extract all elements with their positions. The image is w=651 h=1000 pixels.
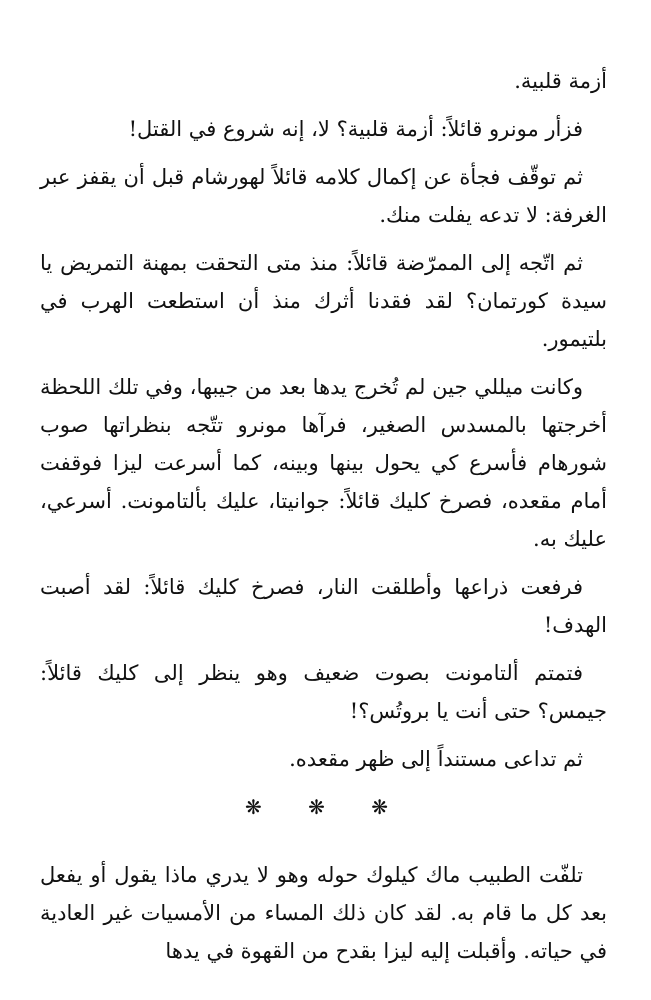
paragraph-6: فرفعت ذراعها وأطلقت النار، فصرخ كليك قائلاً: لقد أصبت الهدف! <box>40 575 607 637</box>
separator-star-icon: ❋ <box>308 795 339 819</box>
paragraph-5: وكانت ميللي جين لم تُخرج يدها بعد من جيبها، وفي تلك اللحظة أخرجتها بالمسدس الصغير، فرآها مونرو تتّجه بنظراتها صوب شورهام فأسرع كي يحول بينها وبينه، كما أسرعت ليزا فوقفت أمام مقعده، فصرخ كليك قائلاً: جوانيتا، عليك بألتامونت. أسرعي، عليك به. <box>40 375 607 551</box>
separator-star-icon: ❋ <box>371 795 402 819</box>
paragraph-8: ثم تداعى مستنداً إلى ظهر مقعده. <box>289 747 583 771</box>
separator-star-icon: ❋ <box>244 795 276 819</box>
paragraph-2: فزأر مونرو قائلاً: أزمة قلبية؟ لا، إنه شروع في القتل! <box>128 117 583 141</box>
paragraph-4: ثم اتّجه إلى الممرّضة قائلاً: منذ متى التحقت بمهنة التمريض يا سيدة كورتمان؟ لقد فقدنا أثرك منذ أن استطعت الهرب في بلتيمور. <box>40 251 607 351</box>
paragraph-9: تلفّت الطبيب ماك كيلوك حوله وهو لا يدري ماذا يقول أو يفعل بعد كل ما قام به. لقد كان ذلك المساء من الأمسيات غير العادية في حياته. وأقبلت إليه ليزا بقدح من القهوة في يدها <box>40 863 607 963</box>
book-page <box>40 62 607 980</box>
section-separator <box>40 788 607 826</box>
paragraph-1: أزمة قلبية. <box>514 69 607 93</box>
paragraph-3: ثم توقّف فجأة عن إكمال كلامه قائلاً لهورشام قبل أن يقفز عبر الغرفة: لا تدعه يفلت منك. <box>40 165 607 227</box>
paragraph-7: فتمتم ألتامونت بصوت ضعيف وهو ينظر إلى كليك قائلاً: جيمس؟ حتى أنت يا بروتُس؟! <box>40 661 607 723</box>
